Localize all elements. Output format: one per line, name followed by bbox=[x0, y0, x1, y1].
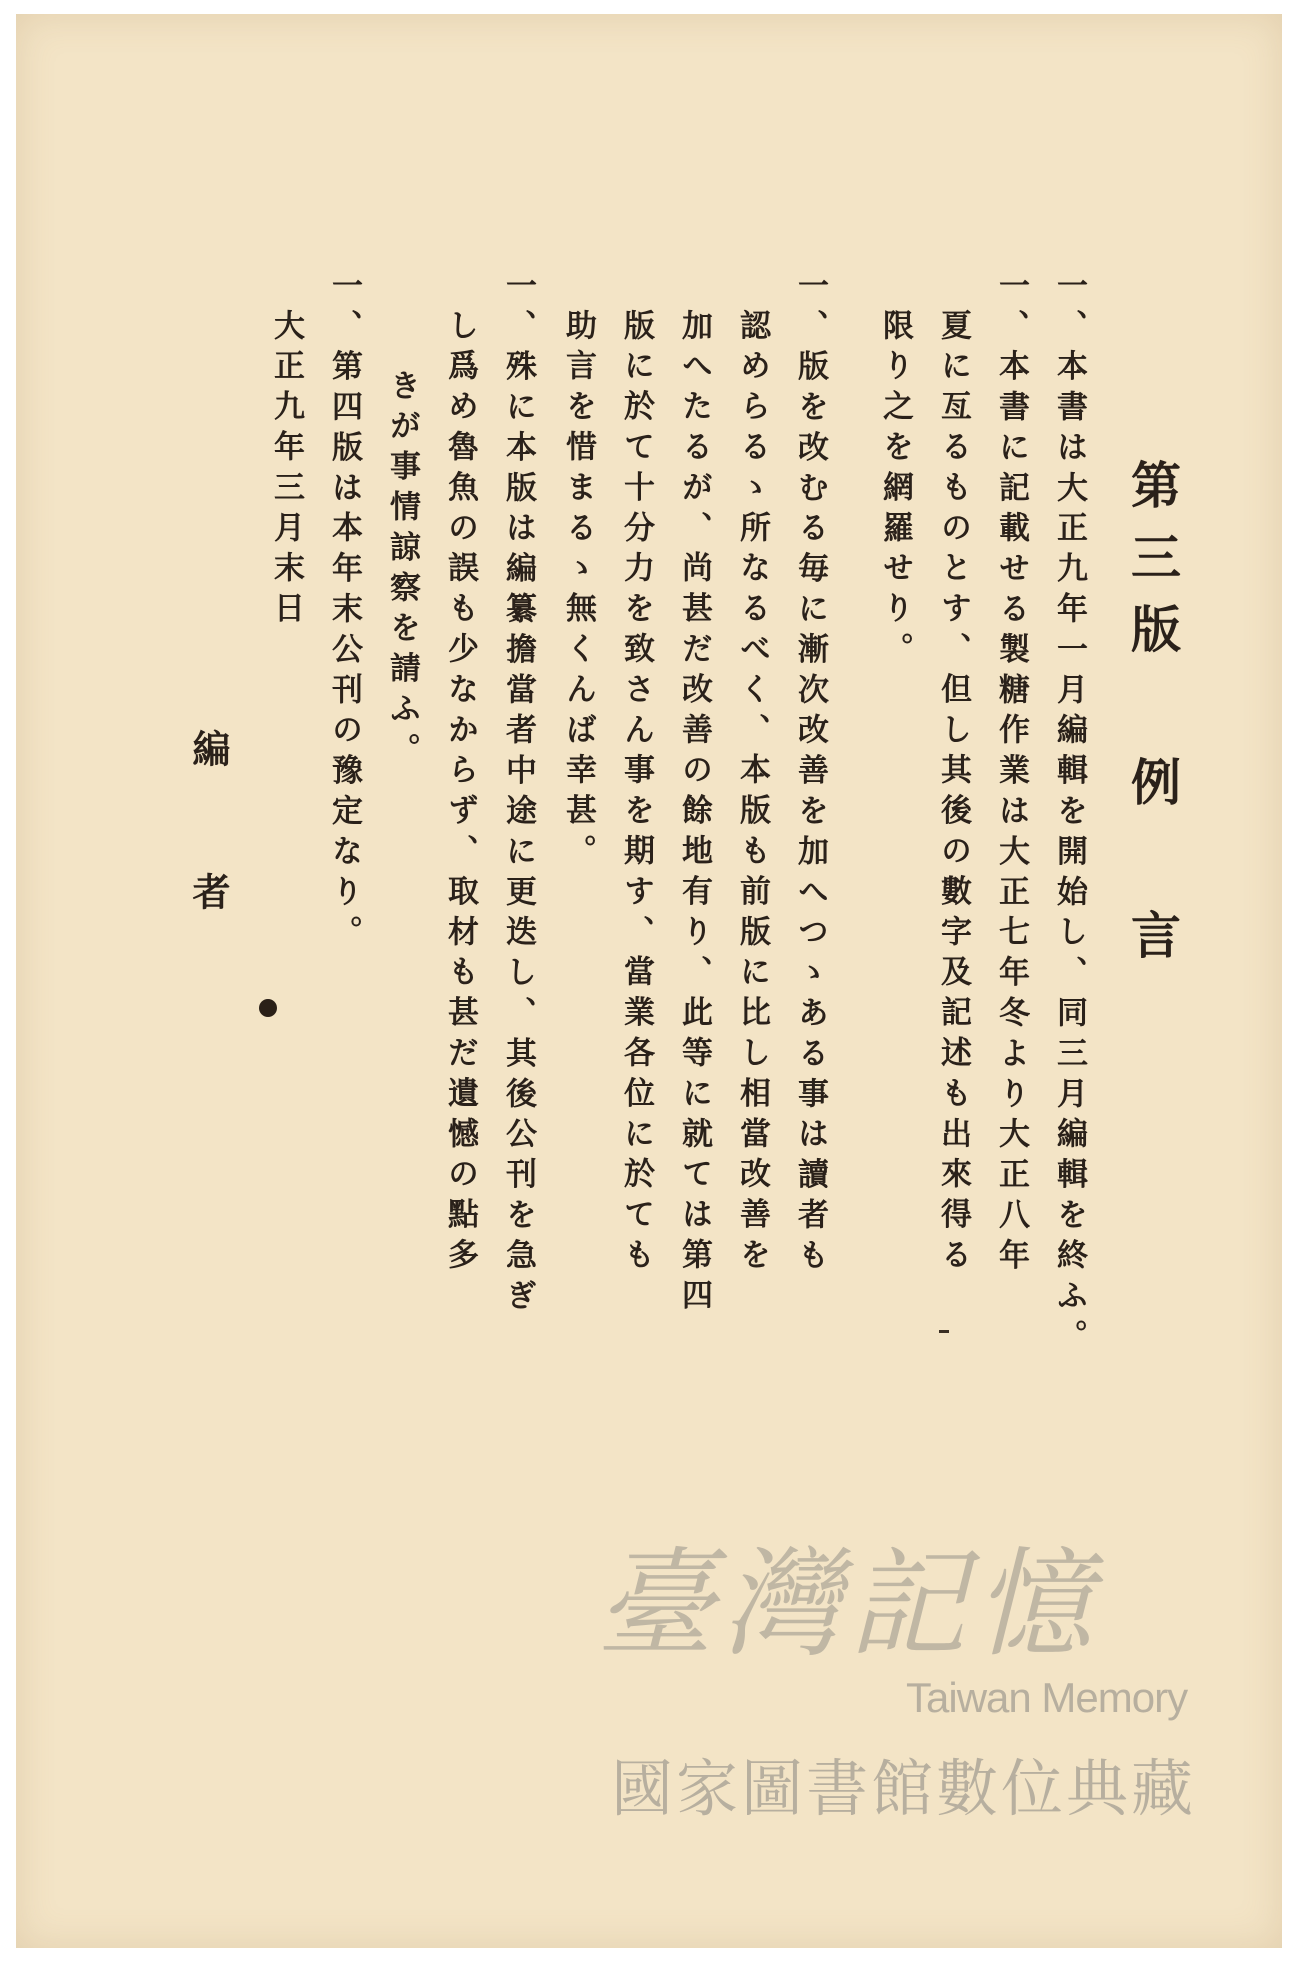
text-column: きが事情諒察を請ふ。 bbox=[384, 369, 420, 773]
watermark-chinese: 國家圖書館數位典藏 bbox=[611, 1752, 1197, 1825]
text-column: 一、本書は大正九年一月編輯を開始し、同三月編輯を終ふ。 bbox=[1051, 269, 1087, 1360]
text-column: 限り之を網羅せり。 bbox=[877, 309, 913, 673]
text-column: 一、第四版は本年末公刊の豫定なり。 bbox=[326, 269, 362, 956]
text-column: 夏に亙るものとす、但し其後の數字及記述も出來得る bbox=[935, 309, 971, 1279]
signer: 編 者 bbox=[186, 729, 231, 940]
text-column: 認めらるゝ所なるべく、本版も前版に比し相當改善を bbox=[734, 309, 770, 1279]
date-column: 大正九年三月末日 bbox=[268, 309, 304, 633]
ink-spot bbox=[259, 999, 277, 1017]
text-column: 一、殊に本版は編纂擔當者中途に更迭し、其後公刊を急ぎ bbox=[500, 269, 536, 1320]
document-page bbox=[16, 14, 1282, 1948]
text-column: 加へたるが、尚甚だ改善の餘地有り、此等に就ては第四 bbox=[676, 309, 712, 1319]
text-column: し爲め魯魚の誤も少なからず、取材も甚だ遺憾の點多 bbox=[442, 309, 478, 1279]
text-column: 一、本書に記載せる製糖作業は大正七年冬より大正八年 bbox=[993, 269, 1029, 1279]
page-title: 第三版 例 言 bbox=[1123, 459, 1182, 981]
text-column: 版に於て十分力を致さん事を期す、當業各位に於ても bbox=[618, 309, 654, 1279]
watermark-english: Taiwan Memory bbox=[906, 1674, 1188, 1721]
watermark-calligraphy: 臺灣記憶 bbox=[596, 1535, 1101, 1673]
text-column: 一、版を改むる毎に漸次改善を加へつゝある事は讀者も bbox=[792, 269, 828, 1279]
ink-speck bbox=[939, 1330, 949, 1333]
text-column: 助言を惜まるゝ無くんば幸甚。 bbox=[560, 309, 596, 875]
